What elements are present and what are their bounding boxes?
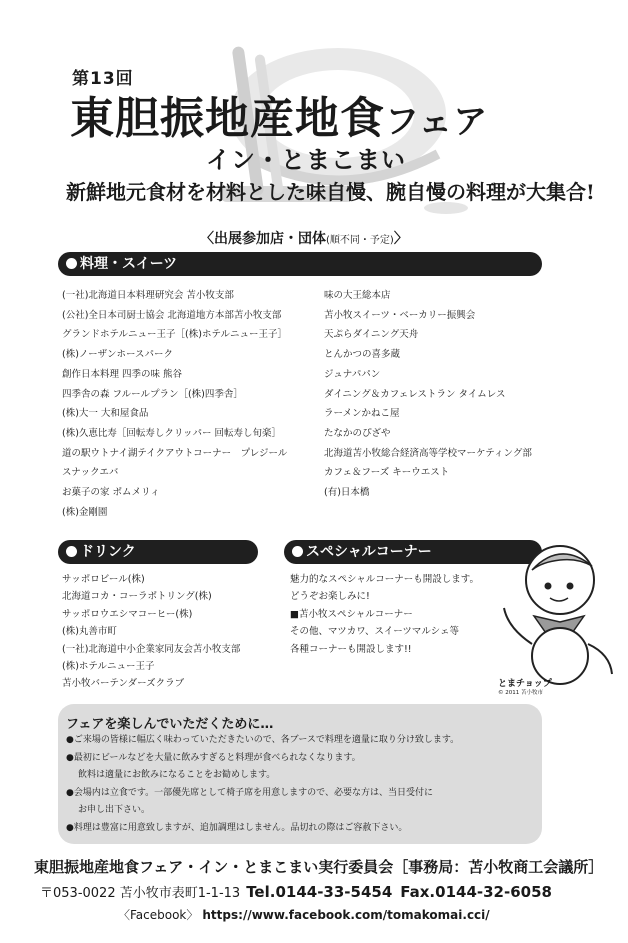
list-item: スナックエバ bbox=[62, 467, 119, 479]
facebook-label: 〈Facebook〉 bbox=[118, 908, 199, 922]
mascot-illustration bbox=[498, 536, 616, 696]
tel-number: Tel.0144-33-5454 bbox=[246, 883, 393, 901]
list-item: (株)ホテルニュー王子 bbox=[62, 661, 155, 673]
web-line bbox=[118, 906, 490, 923]
list-item: (有)日本橋 bbox=[324, 487, 370, 499]
special-list bbox=[290, 571, 479, 658]
edition-label: 第13回 bbox=[72, 69, 134, 89]
list-item: ダイニング＆カフェレストラン タイムレス bbox=[324, 388, 506, 400]
list-item: (公社)全日本司厨士協会 北海道地方本部苫小牧支部 bbox=[62, 309, 282, 321]
section-header-drink bbox=[58, 540, 258, 564]
section-header-cuisine bbox=[58, 252, 542, 276]
tagline: 新鮮地元食材を材料とした味自慢、腕自慢の料理が大集合! bbox=[66, 180, 595, 204]
fair-subtitle: イン・とまこまい bbox=[206, 145, 406, 174]
bullet-icon bbox=[66, 258, 77, 269]
list-item: 魅力的なスペシャルコーナーも開設します。 bbox=[290, 574, 480, 585]
list-item: カフェ＆フーズ キーウエスト bbox=[324, 467, 450, 479]
notice-line: お申し出下さい。 bbox=[78, 805, 151, 816]
list-item: (株)大一 大和屋食品 bbox=[62, 408, 149, 420]
organizer: 東胆振地産地食フェア・イン・とまこまい実行委員会［事務局：苫小牧商工会議所］ bbox=[34, 858, 604, 876]
exhibitors-heading-note: (順不同・予定) bbox=[326, 235, 394, 246]
fax-number: Fax.0144-32-6058 bbox=[400, 883, 552, 901]
list-item: とんかつの喜多蔵 bbox=[324, 349, 401, 361]
list-item: グランドホテルニュー王子［(株)ホテルニュー王子］ bbox=[62, 329, 287, 341]
contact-line bbox=[40, 882, 552, 901]
fair-title bbox=[70, 82, 488, 146]
notice-line: ●会場内は立食です。一部優先席として椅子席を用意しますので、必要な方は、当日受付に bbox=[66, 787, 433, 798]
list-item: 天ぷらダイニング天舟 bbox=[324, 329, 419, 341]
exhibitors-heading-text: 〈出展参加店・団体 bbox=[200, 231, 326, 247]
section-title-drink: ドリンク bbox=[80, 544, 136, 560]
list-item: 創作日本料理 四季の味 熊谷 bbox=[62, 368, 183, 380]
facebook-url[interactable]: https://www.facebook.com/tomakomai.cci/ bbox=[202, 908, 490, 922]
section-title-cuisine: 料理・スイーツ bbox=[80, 256, 178, 272]
list-item: ジュナパパン bbox=[324, 368, 381, 380]
mascot-name: とまチョップ bbox=[498, 679, 552, 689]
bullet-icon bbox=[292, 546, 303, 557]
bullet-icon bbox=[66, 546, 77, 557]
list-item: (株)金剛園 bbox=[62, 506, 108, 518]
list-item: たなかのぴざや bbox=[324, 427, 391, 439]
list-item: (一社)北海道中小企業家同友会苫小牧支部 bbox=[62, 643, 241, 655]
cuisine-list-right bbox=[324, 286, 532, 503]
notice-line: ●ご来場の皆様に幅広く味わっていただきたいので、各ブースで料理を適量に取り分け致します。 bbox=[66, 735, 460, 745]
list-item: (株)ノーザンホースパーク bbox=[62, 349, 173, 361]
list-item: 北海道苫小牧総合経済高等学校マーケティング部 bbox=[324, 447, 532, 459]
fair-title-main: 東胆振地産地食 bbox=[70, 93, 385, 144]
exhibitors-heading bbox=[200, 228, 408, 248]
list-item: サッポロウエシマコーヒー(株) bbox=[62, 608, 193, 620]
drink-list bbox=[62, 571, 240, 693]
mascot-copyright: © 2011 苫小牧市 bbox=[498, 690, 543, 696]
list-item: サッポロビール(株) bbox=[62, 574, 145, 585]
list-item: 道の駅ウトナイ湖テイクアウトコーナー プレジール bbox=[62, 447, 288, 459]
list-item: (一社)北海道日本料理研究会 苫小牧支部 bbox=[62, 290, 234, 301]
list-item: 各種コーナーも開設します!! bbox=[290, 643, 412, 655]
list-item: その他、マツカワ、スイーツマルシェ等 bbox=[290, 626, 459, 638]
list-item: 味の大王総本店 bbox=[324, 290, 391, 301]
list-item: (株)久恵比寿［回転寿しクリッパー 回転寿し旬楽］ bbox=[62, 427, 282, 439]
notice-line: ●料理は豊富に用意致しますが、追加調理はしません。品切れの際はご容赦下さい。 bbox=[66, 822, 408, 833]
list-item: ■苫小牧スペシャルコーナー bbox=[290, 608, 413, 620]
notice-list bbox=[66, 732, 459, 838]
notice-line: 飲料は適量にお飲みになることをお勧めします。 bbox=[78, 770, 276, 781]
fair-title-kana: フェア bbox=[385, 102, 489, 142]
list-item: ラーメンかねこ屋 bbox=[324, 408, 400, 420]
cuisine-list-left bbox=[62, 286, 287, 522]
list-item: 北海道コカ・コーラボトリング(株) bbox=[62, 591, 212, 603]
list-item: お菓子の家 ボムメリィ bbox=[62, 487, 160, 499]
list-item: 四季舎の森 フルールプラン［(株)四季舎］ bbox=[62, 388, 243, 400]
list-item: 苫小牧スイーツ・ベーカリー振興会 bbox=[324, 309, 476, 321]
exhibitors-heading-close: 〉 bbox=[393, 231, 408, 247]
list-item: (株)丸善市町 bbox=[62, 626, 117, 638]
address: 〒053-0022 苫小牧市表町1-1-13 bbox=[40, 886, 241, 901]
list-item: どうぞお楽しみに! bbox=[290, 591, 370, 603]
notice-line: ●最初にビールなどを大量に飲みすぎると料理が食べられなくなります。 bbox=[66, 752, 361, 763]
notice-title: フェアを楽しんでいただくために… bbox=[66, 717, 274, 732]
list-item: 苫小牧バーテンダーズクラブ bbox=[62, 678, 185, 690]
section-title-special: スペシャルコーナー bbox=[306, 544, 432, 560]
